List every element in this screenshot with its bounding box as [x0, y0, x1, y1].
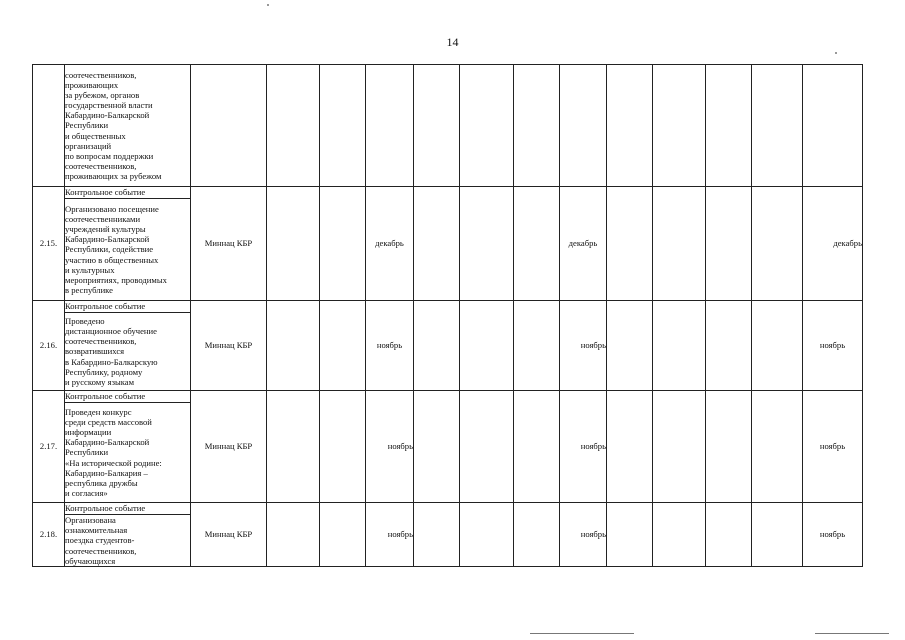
- cell: [414, 391, 460, 503]
- deadline-cell: декабрь: [560, 187, 607, 301]
- scan-artifact-dot: [267, 4, 269, 6]
- description-text: Проведено дистанционное обучение соотечественников, возвратившихся в Кабардино-Балкарскую Республику, родному и русскому языкам: [65, 316, 158, 387]
- responsible-org: Миннац КБР: [191, 391, 267, 503]
- cell: [653, 187, 706, 301]
- deadline-cell: ноябрь: [803, 503, 863, 567]
- control-event-label: Контрольное событие: [65, 187, 191, 199]
- description-text: Организована ознакомительная поездка студентов- соотечественников, обучающихся: [65, 515, 137, 566]
- cell: [706, 65, 752, 187]
- cell: [514, 301, 560, 391]
- cell: [560, 65, 607, 187]
- scan-artifact-line: [530, 633, 634, 634]
- cell: [653, 301, 706, 391]
- table-row: [33, 391, 863, 403]
- table-row: [33, 301, 863, 313]
- cell: [514, 65, 560, 187]
- description-cell: [65, 515, 191, 567]
- cell: [267, 187, 320, 301]
- cell: [607, 391, 653, 503]
- table-row: [33, 65, 863, 187]
- cell: [607, 187, 653, 301]
- cell: [267, 301, 320, 391]
- cell: [514, 391, 560, 503]
- cell: [460, 301, 514, 391]
- row-number: 2.15.: [33, 187, 65, 301]
- cell: [320, 391, 366, 503]
- cell: [460, 391, 514, 503]
- row-number: 2.17.: [33, 391, 65, 503]
- cell: [514, 187, 560, 301]
- cell: [653, 65, 706, 187]
- description-cell: [65, 403, 191, 503]
- deadline-cell: декабрь: [366, 187, 414, 301]
- deadline-cell: ноябрь: [560, 391, 607, 503]
- cell: [320, 503, 366, 567]
- cell: [607, 65, 653, 187]
- cell: [267, 65, 320, 187]
- cell: [752, 301, 803, 391]
- cell: [414, 65, 460, 187]
- table-row: [33, 503, 863, 515]
- deadline-cell: ноябрь: [366, 503, 414, 567]
- cell: [514, 503, 560, 567]
- page-number: 14: [446, 35, 459, 49]
- deadline-cell: ноябрь: [560, 503, 607, 567]
- deadline-cell: ноябрь: [560, 301, 607, 391]
- cell: [653, 391, 706, 503]
- cell: [752, 65, 803, 187]
- cell: [706, 503, 752, 567]
- control-event-label: Контрольное событие: [65, 503, 191, 515]
- responsible-org: Миннац КБР: [191, 503, 267, 567]
- deadline-cell: декабрь: [803, 187, 863, 301]
- description-cell: [65, 65, 191, 187]
- responsible-org: Миннац КБР: [191, 187, 267, 301]
- cell: [706, 391, 752, 503]
- control-event-label: Контрольное событие: [65, 391, 191, 403]
- cell: [752, 187, 803, 301]
- cell: [414, 503, 460, 567]
- cell: [414, 187, 460, 301]
- control-event-label: Контрольное событие: [65, 301, 191, 313]
- row-number: 2.16.: [33, 301, 65, 391]
- cell: [267, 503, 320, 567]
- plan-table: [32, 64, 863, 567]
- table-row: [33, 187, 863, 199]
- scan-artifact-line: [815, 633, 889, 634]
- deadline-cell: ноябрь: [803, 391, 863, 503]
- deadline-cell: ноябрь: [366, 391, 414, 503]
- description-text: соотечественников, проживающих за рубежом, органов государственной власти Кабардино-Балкарской Республики и общественных организаций по вопросам поддержки соотечественников, проживающих за рубежом: [65, 69, 162, 181]
- cell: [607, 503, 653, 567]
- description-text: Организовано посещение соотечественниками учреждений культуры Кабардино-Балкарской Республики, содействие участию в общественных и культурных мероприятиях, проводимых в республике: [65, 204, 167, 295]
- cell: [320, 301, 366, 391]
- scan-artifact-dot: [835, 52, 837, 54]
- row-number-cell: [33, 65, 65, 187]
- responsible-cell: [191, 65, 267, 187]
- description-cell: [65, 313, 191, 391]
- deadline-cell: ноябрь: [803, 301, 863, 391]
- cell: [803, 65, 863, 187]
- cell: [460, 65, 514, 187]
- cell: [706, 187, 752, 301]
- cell: [653, 503, 706, 567]
- row-number: 2.18.: [33, 503, 65, 567]
- cell: [460, 503, 514, 567]
- cell: [320, 65, 366, 187]
- cell: [366, 65, 414, 187]
- cell: [414, 301, 460, 391]
- cell: [752, 391, 803, 503]
- responsible-org: Миннац КБР: [191, 301, 267, 391]
- cell: [706, 301, 752, 391]
- cell: [752, 503, 803, 567]
- cell: [320, 187, 366, 301]
- cell: [267, 391, 320, 503]
- description-cell: [65, 199, 191, 301]
- deadline-cell: ноябрь: [366, 301, 414, 391]
- cell: [607, 301, 653, 391]
- description-text: Проведен конкурс среди средств массовой информации Кабардино-Балкарской Республики «На исторической родине: Кабардино-Балкария – республика дружбы и согласия»: [65, 407, 162, 498]
- cell: [460, 187, 514, 301]
